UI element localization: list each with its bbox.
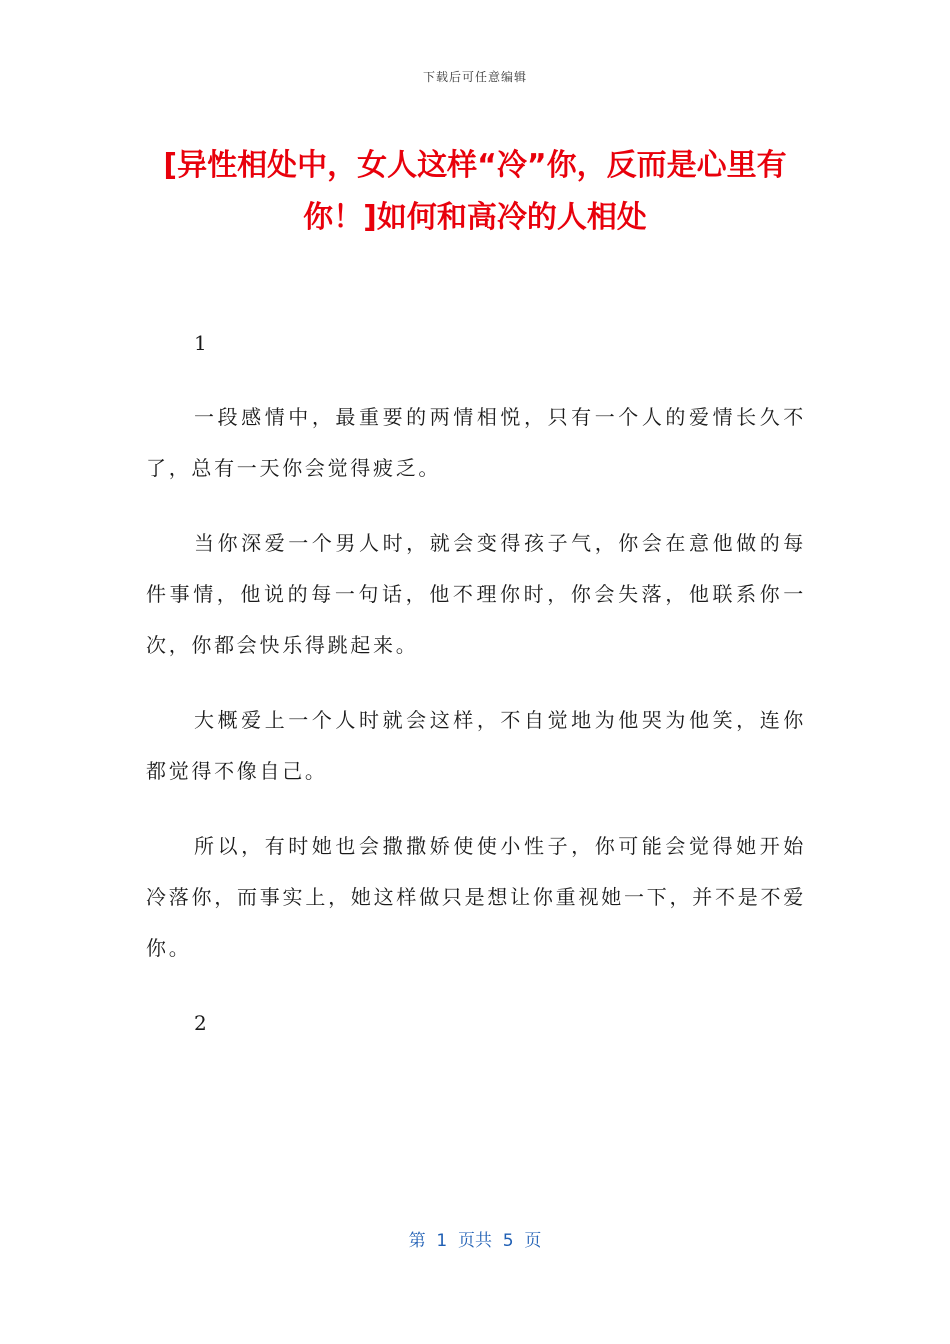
paragraph-4: 所以，有时她也会撒撒娇使使小性子，你可能会觉得她开始冷落你，而事实上，她这样做只是想让你重视她一下，并不是不爱你。 (146, 834, 806, 960)
document-title: [异性相处中，女人这样“冷”你，反而是心里有你！]如何和高冷的人相处 (163, 148, 787, 235)
paragraph-3: 大概爱上一个人时就会这样，不自觉地为他哭为他笑，连你都觉得不像自己。 (146, 708, 806, 783)
section-number-1: 1 (194, 331, 207, 355)
document-body (146, 318, 806, 1072)
section-number-2: 2 (194, 1011, 207, 1035)
header-note: 下载后可任意编辑 (422, 70, 527, 84)
page-footer: 第 1 页共 5 页 (408, 1231, 542, 1251)
paragraph-2: 当你深爱一个男人时，就会变得孩子气，你会在意他做的每件事情，他说的每一句话，他不理你时，你会失落，他联系你一次，你都会快乐得跳起来。 (146, 531, 806, 657)
paragraph-1: 一段感情中，最重要的两情相悦，只有一个人的爱情长久不了，总有一天你会觉得疲乏。 (146, 405, 806, 480)
